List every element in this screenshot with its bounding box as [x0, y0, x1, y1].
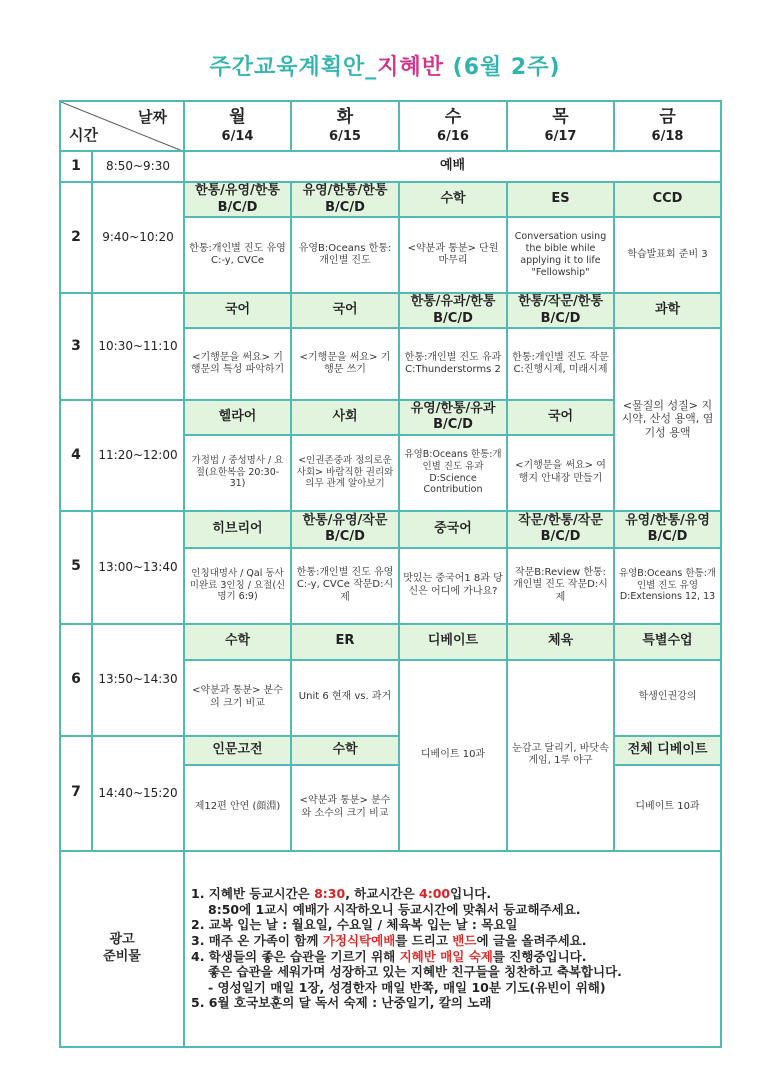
notice-item-1-line-2: 8:50에 1교시 예배가 시작하오니 등교시간에 맞춰서 등교해주세요.	[208, 901, 581, 917]
day-header-tue	[291, 101, 399, 151]
notice-text: 4. 학생들의 좋은 습관을 기르기 위해	[191, 948, 400, 964]
period-row-7-subjects	[60, 736, 721, 765]
content-cell: 학생인권강의	[614, 660, 721, 736]
subject-cell: ER	[291, 624, 399, 660]
day-header-thu	[507, 101, 614, 151]
header-row	[60, 101, 721, 151]
content-cell: <물질의 성질> 지시약, 산성 용액, 염기성 용액	[614, 328, 721, 511]
subject-cell: 한통/유영/작문 B/C/D	[291, 511, 399, 548]
subject-cell: 디베이트	[399, 624, 507, 660]
subject-cell: 히브리어	[184, 511, 291, 548]
notice-item-4-line-3: - 영성일기 매일 1장, 성경한자 매일 반쪽, 매일 10분 기도(유빈이 위해)	[208, 979, 606, 995]
notice-text: 를 드리고	[395, 932, 453, 948]
period-row-3-subjects	[60, 293, 721, 328]
content-cell: <기행문을 써요> 기행문 쓰기	[291, 328, 399, 400]
weekly-plan-table	[59, 100, 722, 1048]
subject-cell: 유영/한통/유영 B/C/D	[614, 511, 721, 548]
subject-cell: 한통/유영/한통 B/C/D	[184, 182, 291, 217]
content-cell: 디베이트 10과	[399, 660, 507, 851]
notice-text: 3. 매주 온 가족이 함께	[191, 932, 323, 948]
subject-cell: ES	[507, 182, 614, 217]
subject-cell: 체육	[507, 624, 614, 660]
notice-text: 에 글을 올려주세요.	[476, 932, 587, 948]
content-cell: <기행문을 써요> 여행지 안내장 만들기	[507, 435, 614, 511]
period-number: 7	[60, 736, 92, 851]
subject-cell: 수학	[184, 624, 291, 660]
content-cell: 작문B:Review 한통:개인별 진도 작문D:시제	[507, 548, 614, 624]
content-cell: 유영B:Oceans 한통:개인별 진도 유영D:Extensions 12, 13	[614, 548, 721, 624]
notice-text: 를 진행중입니다.	[492, 948, 587, 964]
period-number: 5	[60, 511, 92, 624]
subject-cell: 수학	[399, 182, 507, 217]
subject-cell: 국어	[184, 293, 291, 328]
day-name: 수	[444, 107, 462, 128]
period-number: 2	[60, 182, 92, 293]
content-cell: 한통:개인별 진도 유영C:-y, CVCe 작문D:시제	[291, 548, 399, 624]
content-cell: Conversation using the bible while applying it to life "Fellowship"	[507, 217, 614, 293]
period-time: 13:50~14:30	[92, 624, 184, 736]
notice-highlight: 8:30	[314, 886, 346, 901]
subject-cell: 국어	[507, 400, 614, 435]
subject-cell: 특별수업	[614, 624, 721, 660]
day-name: 금	[659, 107, 676, 128]
notice-text: , 하교시간은	[345, 886, 420, 901]
content-cell: <약분과 통분> 분수와 소수의 크기 비교	[291, 765, 399, 851]
page-title	[0, 50, 770, 81]
period-row-5-subjects	[60, 511, 721, 548]
day-date: 6/17	[544, 128, 577, 144]
period-number: 6	[60, 624, 92, 736]
content-cell: 학습발표회 준비 3	[614, 217, 721, 293]
notice-label: 광고	[109, 932, 135, 948]
content-cell: 한통:개인별 진도 작문C:진행시제, 미래시제	[507, 328, 614, 400]
day-header-wed	[399, 101, 507, 151]
notice-text: 1. 지혜반 등교시간은	[191, 886, 315, 901]
subject-cell: 사회	[291, 400, 399, 435]
day-date: 6/14	[221, 128, 254, 144]
worship-cell: 예배	[184, 151, 721, 182]
subject-cell: 헬라어	[184, 400, 291, 435]
time-header-label: 시간	[69, 126, 98, 145]
period-row-2-subjects	[60, 182, 721, 217]
supplies-label: 준비물	[103, 948, 141, 964]
notice-item-4	[191, 949, 714, 965]
notice-highlight: 지혜반 매일 숙제	[399, 948, 493, 964]
content-cell: 인칭대명사 / Qal 동사 미완료 3인칭 / 요절(신명기 6:9)	[184, 548, 291, 624]
notice-item-4-line-2: 좋은 습관을 세워가며 성장하고 있는 지혜반 친구들을 칭찬하고 축복합니다.	[208, 964, 622, 980]
period-row-1	[60, 151, 721, 182]
notice-label-cell	[60, 851, 184, 1047]
title-main: 주간교육계획안_	[209, 55, 378, 80]
day-date: 6/18	[651, 128, 684, 144]
period-time: 13:00~13:40	[92, 511, 184, 624]
notice-highlight: 가정식탁예배	[322, 932, 396, 948]
period-time: 11:20~12:00	[92, 400, 184, 511]
period-time: 8:50~9:30	[92, 151, 184, 182]
period-number: 4	[60, 400, 92, 511]
day-name: 화	[336, 107, 354, 128]
content-cell: <약분과 통분> 분수의 크기 비교	[184, 660, 291, 736]
title-week: (6월 2주)	[443, 55, 561, 80]
content-cell: 유영B:Oceans 한통:개인별 진도	[291, 217, 399, 293]
subject-cell: 중국어	[399, 511, 507, 548]
period-number: 3	[60, 293, 92, 400]
notice-item-3	[191, 933, 714, 949]
day-date: 6/16	[437, 128, 469, 144]
subject-cell: 전체 디베이트	[614, 736, 721, 765]
notice-highlight: 밴드	[452, 932, 477, 948]
content-cell: 한통:개인별 진도 유과C:Thunderstorms 2	[399, 328, 507, 400]
content-cell: 디베이트 10과	[614, 765, 721, 851]
title-class-name: 지혜반	[377, 55, 444, 80]
notice-item-5: 5. 6월 호국보훈의 달 독서 숙제 : 난중일기, 칼의 노래	[191, 995, 492, 1011]
period-time: 9:40~10:20	[92, 182, 184, 293]
day-name: 목	[552, 107, 569, 128]
subject-cell: 과학	[614, 293, 721, 328]
subject-cell: 작문/한통/작문 B/C/D	[507, 511, 614, 548]
day-date: 6/15	[329, 128, 361, 144]
header-corner-cell	[60, 101, 184, 151]
subject-cell: CCD	[614, 182, 721, 217]
subject-cell: 국어	[291, 293, 399, 328]
day-header-mon	[184, 101, 291, 151]
content-cell: <인권존중과 정의로운 사회> 바람직한 권리와 의무 관계 알아보기	[291, 435, 399, 511]
content-cell: 맛있는 중국어1 8과 당신은 어디에 가나요?	[399, 548, 507, 624]
subject-cell: 유영/한통/유과 B/C/D	[399, 400, 507, 435]
notice-highlight: 4:00	[419, 886, 451, 901]
subject-cell: 인문고전	[184, 736, 291, 765]
subject-cell: 수학	[291, 736, 399, 765]
period-row-6-subjects	[60, 624, 721, 660]
notice-content	[184, 851, 721, 1047]
content-cell: 한통:개인별 진도 유영C:-y, CVCe	[184, 217, 291, 293]
notice-row	[60, 851, 721, 1047]
period-time: 14:40~15:20	[92, 736, 184, 851]
notice-item-1	[191, 886, 714, 902]
content-cell: 유영B:Oceans 한통:개인별 진도 유과D:Science Contribution	[399, 435, 507, 511]
notice-text: 입니다.	[450, 886, 492, 901]
content-cell: Unit 6 현재 vs. 과거	[291, 660, 399, 736]
content-cell: <약분과 통분> 단원 마무리	[399, 217, 507, 293]
day-header-fri	[614, 101, 721, 151]
content-cell: 제12편 안연 (顔淵)	[184, 765, 291, 851]
content-cell: 가정법 / 중성명사 / 요절(요한복음 20:30-31)	[184, 435, 291, 511]
date-header-label: 날짜	[138, 108, 167, 126]
period-number: 1	[60, 151, 92, 182]
content-cell: <기행문을 써요> 기행문의 특성 파악하기	[184, 328, 291, 400]
day-name: 월	[229, 107, 246, 128]
subject-cell: 한통/유과/한통 B/C/D	[399, 293, 507, 328]
content-cell: 눈감고 달리기, 바닷속게임, 1루 야구	[507, 660, 614, 851]
subject-cell: 한통/작문/한통 B/C/D	[507, 293, 614, 328]
notice-item-2: 2. 교복 입는 날 : 월요일, 수요일 / 체육복 입는 날 : 목요일	[191, 917, 518, 933]
period-time: 10:30~11:10	[92, 293, 184, 400]
subject-cell: 유영/한통/한통 B/C/D	[291, 182, 399, 217]
